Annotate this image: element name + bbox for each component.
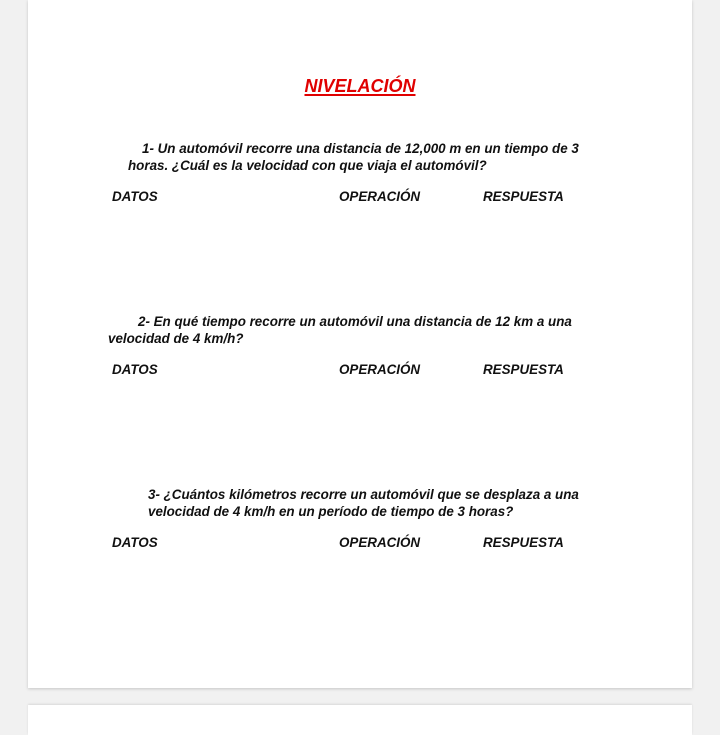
document-page bbox=[28, 0, 692, 688]
question-3-respuesta-label: RESPUESTA bbox=[483, 535, 564, 550]
question-3-line-1: 3- ¿Cuántos kilómetros recorre un automóvil que se desplaza a una bbox=[148, 487, 579, 502]
question-3-datos-label: DATOS bbox=[112, 535, 158, 550]
document-title: NIVELACIÓN bbox=[304, 76, 416, 96]
question-2-operacion-label: OPERACIÓN bbox=[339, 362, 421, 377]
question-2-line-1: 2- En qué tiempo recorre un automóvil una distancia de 12 km a una bbox=[138, 314, 572, 329]
question-1-line-2: horas. ¿Cuál es la velocidad con que viaja el automóvil? bbox=[128, 158, 487, 173]
question-3-line-2: velocidad de 4 km/h en un período de tiempo de 3 horas? bbox=[148, 504, 514, 519]
question-3-operacion-label: OPERACIÓN bbox=[339, 535, 421, 550]
next-page bbox=[28, 705, 692, 735]
question-1-operacion-label: OPERACIÓN bbox=[339, 189, 421, 204]
question-2-datos-label: DATOS bbox=[112, 362, 158, 377]
question-2-respuesta-label: RESPUESTA bbox=[483, 362, 564, 377]
question-1-line-1: 1- Un automóvil recorre una distancia de 12,000 m en un tiempo de 3 bbox=[142, 141, 579, 156]
question-1-datos-label: DATOS bbox=[112, 189, 158, 204]
question-1-respuesta-label: RESPUESTA bbox=[483, 189, 564, 204]
question-2-line-2: velocidad de 4 km/h? bbox=[108, 331, 244, 346]
